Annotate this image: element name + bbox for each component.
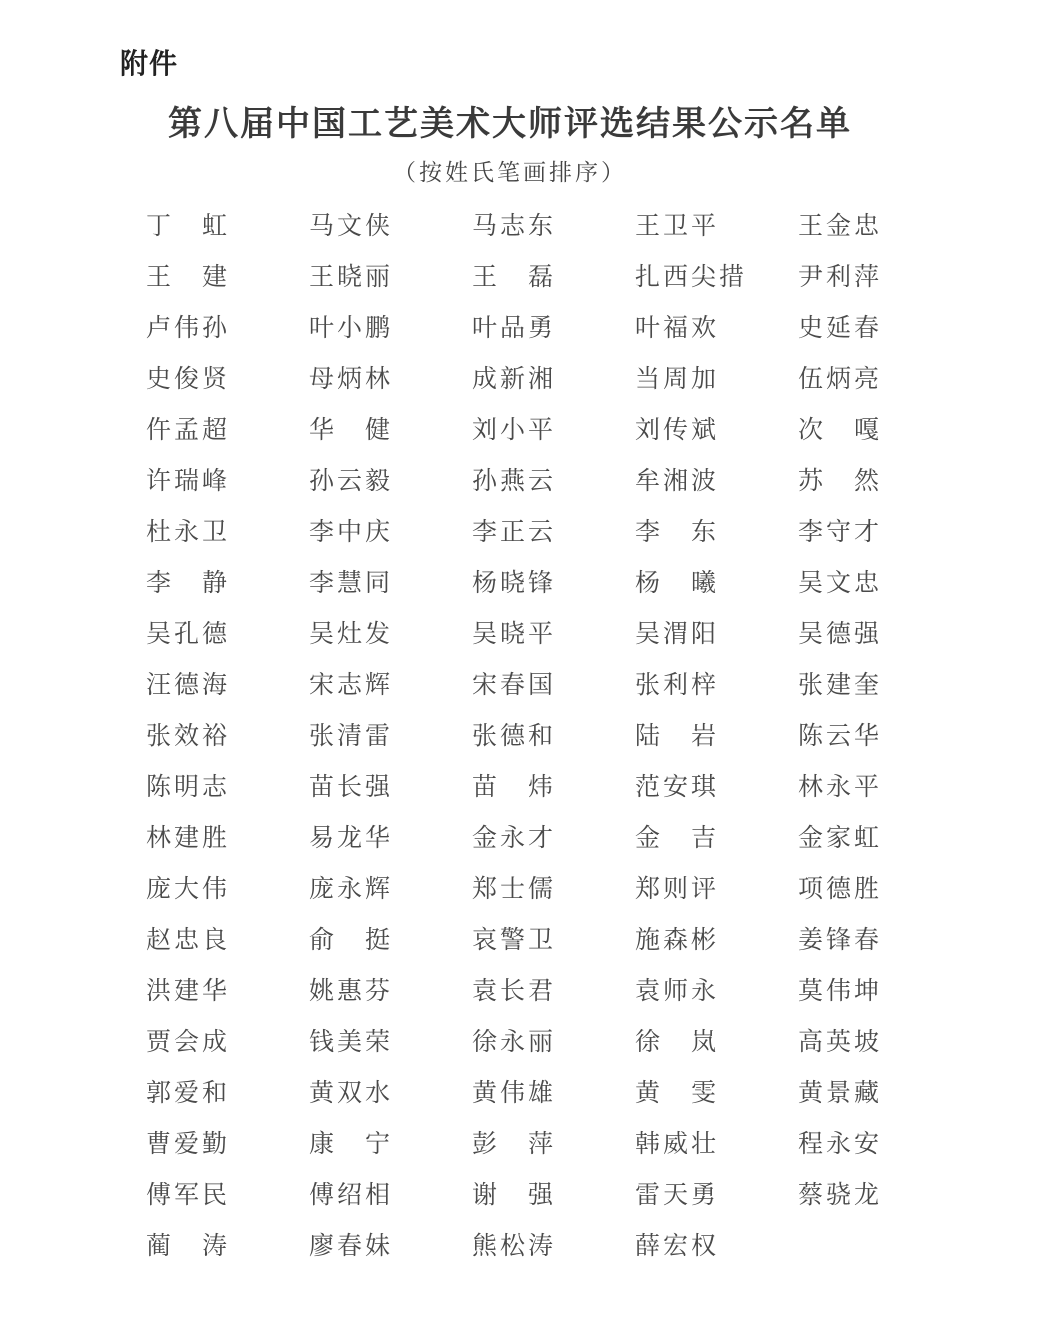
name-item: 当周加 — [635, 364, 720, 393]
names-list — [146, 200, 966, 1271]
name-item: 叶福欢 — [635, 313, 720, 342]
name-item: 庞永辉 — [309, 874, 394, 903]
name-item: 熊松涛 — [472, 1231, 557, 1260]
name-item: 曹爱勤 — [146, 1129, 231, 1158]
name-item: 蔺 涛 — [146, 1231, 231, 1260]
name-item: 康 宁 — [309, 1129, 394, 1158]
name-item: 叶小鹏 — [309, 313, 394, 342]
name-item: 杨 曦 — [635, 568, 720, 597]
name-item: 卢伟孙 — [146, 313, 231, 342]
name-item: 赵忠良 — [146, 925, 231, 954]
name-item: 蔡骁龙 — [798, 1180, 883, 1209]
name-item: 王晓丽 — [309, 262, 394, 291]
name-item: 扎西尖措 — [635, 262, 748, 291]
name-item: 陆 岩 — [635, 721, 720, 750]
name-item: 李守才 — [798, 517, 883, 546]
name-item: 许瑞峰 — [146, 466, 231, 495]
name-item: 李 静 — [146, 568, 231, 597]
name-item: 吴孔德 — [146, 619, 231, 648]
name-item: 李 东 — [635, 517, 720, 546]
name-item: 伍炳亮 — [798, 364, 883, 393]
document-subtitle: （按姓氏笔画排序） — [393, 160, 627, 186]
name-item: 高英坡 — [798, 1027, 883, 1056]
name-item: 叶品勇 — [472, 313, 557, 342]
name-item: 王卫平 — [635, 211, 720, 240]
name-item: 金 吉 — [635, 823, 720, 852]
name-item: 陈云华 — [798, 721, 883, 750]
name-item: 牟湘波 — [635, 466, 720, 495]
name-item: 杨晓锋 — [472, 568, 557, 597]
attachment-label: 附件 — [120, 47, 179, 80]
name-item: 刘小平 — [472, 415, 557, 444]
name-item: 徐 岚 — [635, 1027, 720, 1056]
name-item: 施森彬 — [635, 925, 720, 954]
name-item: 张建奎 — [798, 670, 883, 699]
name-item: 程永安 — [798, 1129, 883, 1158]
name-item: 金家虹 — [798, 823, 883, 852]
name-item: 张利梓 — [635, 670, 720, 699]
name-item: 黄景藏 — [798, 1078, 883, 1107]
name-item: 贾会成 — [146, 1027, 231, 1056]
name-item: 张德和 — [472, 721, 557, 750]
name-item: 郑则评 — [635, 874, 720, 903]
name-item: 李正云 — [472, 517, 557, 546]
name-item: 张清雷 — [309, 721, 394, 750]
name-item: 范安琪 — [635, 772, 720, 801]
name-item: 吴文忠 — [798, 568, 883, 597]
name-item: 哀警卫 — [472, 925, 557, 954]
name-item: 王金忠 — [798, 211, 883, 240]
name-item: 史延春 — [798, 313, 883, 342]
name-item: 苗 炜 — [472, 772, 557, 801]
name-item: 史俊贤 — [146, 364, 231, 393]
name-item: 孙燕云 — [472, 466, 557, 495]
name-item: 宋春国 — [472, 670, 557, 699]
name-item: 廖春妹 — [309, 1231, 394, 1260]
name-item: 洪建华 — [146, 976, 231, 1005]
name-item: 苗长强 — [309, 772, 394, 801]
name-item: 李中庆 — [309, 517, 394, 546]
name-item: 次 嘎 — [798, 415, 883, 444]
name-item: 彭 萍 — [472, 1129, 557, 1158]
name-item: 韩威壮 — [635, 1129, 720, 1158]
name-item: 庞大伟 — [146, 874, 231, 903]
document-title: 第八届中国工艺美术大师评选结果公示名单 — [168, 104, 852, 144]
name-item: 刘传斌 — [635, 415, 720, 444]
name-item: 俞 挺 — [309, 925, 394, 954]
name-item: 钱美荣 — [309, 1027, 394, 1056]
name-item: 尹利萍 — [798, 262, 883, 291]
name-item: 雷天勇 — [635, 1180, 720, 1209]
name-item: 丁 虹 — [146, 211, 231, 240]
name-item: 吴渭阳 — [635, 619, 720, 648]
name-item: 徐永丽 — [472, 1027, 557, 1056]
name-item: 王 建 — [146, 262, 231, 291]
name-item: 苏 然 — [798, 466, 883, 495]
name-item: 吴晓平 — [472, 619, 557, 648]
name-item: 袁长君 — [472, 976, 557, 1005]
name-item: 姚惠芬 — [309, 976, 394, 1005]
name-item: 谢 强 — [472, 1180, 557, 1209]
name-item: 项德胜 — [798, 874, 883, 903]
name-item: 姜锋春 — [798, 925, 883, 954]
name-item: 王 磊 — [472, 262, 557, 291]
name-item: 成新湘 — [472, 364, 557, 393]
name-item: 莫伟坤 — [798, 976, 883, 1005]
name-item: 吴德强 — [798, 619, 883, 648]
name-item: 张效裕 — [146, 721, 231, 750]
name-item: 孙云毅 — [309, 466, 394, 495]
name-item: 母炳林 — [309, 364, 394, 393]
name-item: 林永平 — [798, 772, 883, 801]
name-item: 汪德海 — [146, 670, 231, 699]
name-item: 仵孟超 — [146, 415, 231, 444]
name-item: 林建胜 — [146, 823, 231, 852]
name-item: 马文侠 — [309, 211, 394, 240]
name-item: 华 健 — [309, 415, 394, 444]
name-item: 黄伟雄 — [472, 1078, 557, 1107]
name-item: 薛宏权 — [635, 1231, 720, 1260]
name-item: 郑士儒 — [472, 874, 557, 903]
name-item: 陈明志 — [146, 772, 231, 801]
name-item: 袁师永 — [635, 976, 720, 1005]
name-item: 马志东 — [472, 211, 557, 240]
name-item: 傅绍相 — [309, 1180, 394, 1209]
name-item: 郭爱和 — [146, 1078, 231, 1107]
name-item: 傅军民 — [146, 1180, 231, 1209]
name-item: 黄 雯 — [635, 1078, 720, 1107]
name-item: 易龙华 — [309, 823, 394, 852]
name-item: 金永才 — [472, 823, 557, 852]
name-item: 杜永卫 — [146, 517, 231, 546]
name-item: 黄双水 — [309, 1078, 394, 1107]
name-item: 吴灶发 — [309, 619, 394, 648]
name-item: 宋志辉 — [309, 670, 394, 699]
name-item: 李慧同 — [309, 568, 394, 597]
